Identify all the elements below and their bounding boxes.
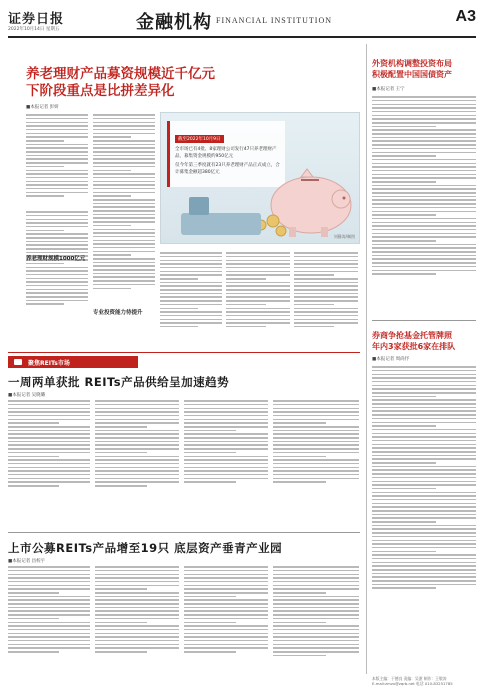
reits-story-2-column	[95, 564, 179, 694]
sidebar-top-article	[372, 94, 476, 316]
lead-article-column	[294, 250, 358, 348]
sidebar-top-headline-line-2: 积极配置中国国债资产	[372, 70, 452, 79]
sidebar-divider	[372, 320, 476, 321]
lead-article-column	[160, 250, 222, 348]
data-panel-text-1: 全市场已有4批、8家理财公司发行47只养老理财产品，募集资金规模约950亿元	[175, 147, 277, 159]
reits-story-2-column	[8, 564, 90, 694]
sidebar-bottom-headline[interactable]	[372, 330, 476, 352]
masthead	[8, 6, 476, 40]
reits-story-1-headline[interactable]: 一周两单获批 REITs产品供给呈加速趋势	[8, 375, 230, 389]
infographic	[160, 112, 360, 244]
sidebar-top-headline[interactable]	[372, 58, 476, 80]
reits-story-1-column	[184, 398, 268, 526]
newspaper-logo: 证券日报	[8, 12, 65, 27]
lead-article-column	[226, 250, 290, 348]
sidebar-bottom-byline: ■本报记者 周尚伃	[372, 357, 410, 362]
lead-story-byline: ■本报记者 彭妍	[26, 105, 59, 110]
footer-editors: 本版主编：于德良 责编：吴澍 制作：王敬涛	[372, 676, 447, 681]
lead-headline-line-1: 养老理财产品募资规模近千亿元	[26, 66, 215, 82]
section-title: 金融机构	[136, 12, 212, 33]
sidebar-top-headline-line-1: 外资机构调整投资布局	[372, 59, 452, 68]
reits-story-1-column	[273, 398, 359, 526]
document-icon	[14, 359, 22, 365]
section-divider	[8, 352, 360, 353]
page-footer	[372, 676, 476, 696]
reits-story-2-headline[interactable]: 上市公募REITs产品增至19只 底层资产垂青产业园	[8, 541, 283, 555]
masthead-divider	[8, 36, 476, 38]
reits-story-2-column	[184, 564, 268, 694]
reits-section-banner	[8, 356, 138, 368]
lead-headline-line-2: 下阶段重点是比拼差异化	[26, 83, 175, 99]
column-divider	[366, 44, 367, 674]
reits-story-1-column	[8, 398, 90, 526]
reits-banner-text: 聚焦REITs市场	[28, 360, 70, 367]
reits-story-2-column	[273, 564, 359, 694]
graphic-credit: 刘静涛/制图	[333, 234, 355, 239]
sidebar-bottom-headline-line-1: 券商争抢基金托管牌照	[372, 331, 452, 340]
piggy-bank-illustration	[161, 113, 360, 244]
lead-story-headline[interactable]	[26, 66, 326, 100]
data-panel-title: 截至2022年10月9日	[175, 135, 224, 143]
reits-story-1-byline: ■本报记者 吴晓璐	[8, 393, 46, 398]
sidebar-bottom-article	[372, 364, 476, 670]
page-number: A3	[455, 8, 476, 25]
lead-subhead-2: 专业投资能力待提升	[93, 310, 143, 316]
reits-story-2-byline: ■本报记者 昌校宇	[8, 559, 46, 564]
data-panel-text-2: 仅今年第三季度就有23只养老理财产品正式成立，合计募集金额超380亿元	[175, 163, 280, 175]
sidebar-bottom-headline-line-2: 年内3家获批6家在排队	[372, 342, 456, 351]
sidebar-top-byline: ■本报记者 王宁	[372, 87, 405, 92]
story-divider	[8, 532, 360, 533]
issue-date: 2022年10月14日 星期五	[8, 27, 60, 32]
lead-article-column	[26, 112, 88, 348]
section-title-english: FINANCIAL INSTITUTION	[216, 16, 333, 25]
lead-subhead-1: 养老理财规模1000亿元	[26, 256, 86, 262]
reits-story-1-column	[95, 398, 179, 526]
footer-contact: E-mail:zmzx@zqrb.net 电话 010-83251785	[372, 681, 453, 686]
